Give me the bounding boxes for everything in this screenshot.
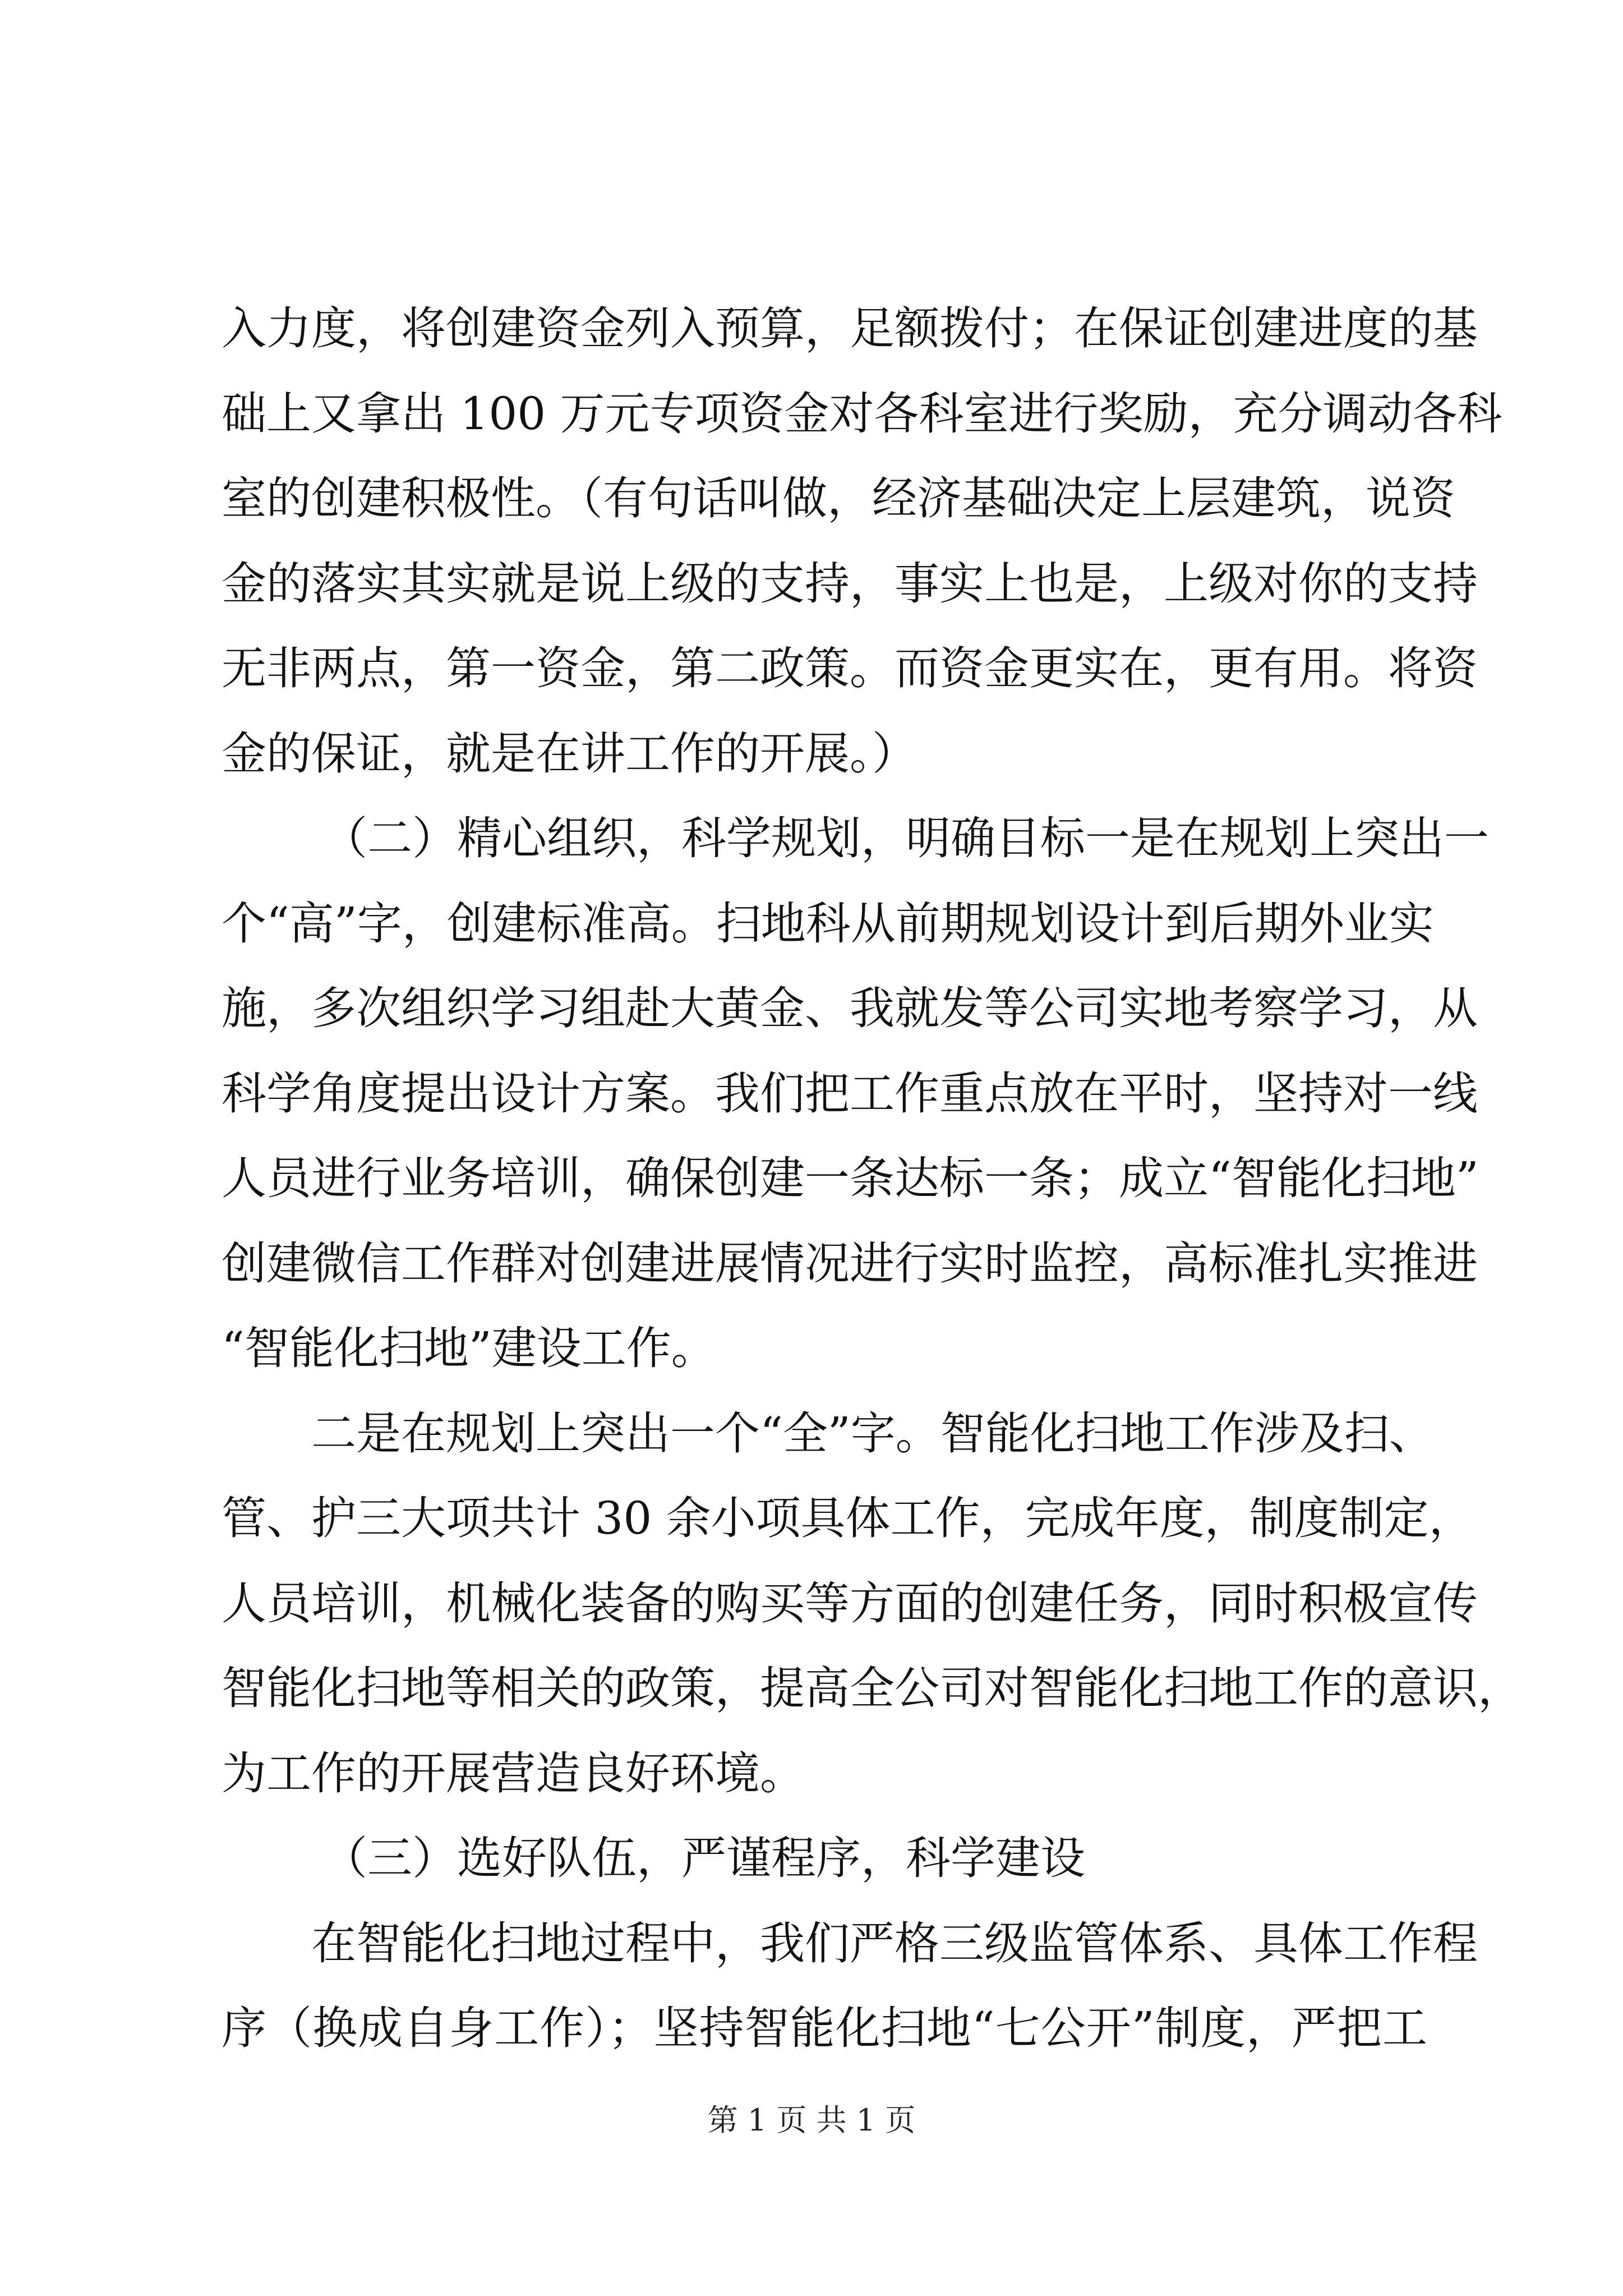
text-line: 序（换成自身工作）；坚持智能化扫地“七公开”制度，严把工	[222, 2002, 1427, 2054]
text-line: 管、护三大项共计 30 余小项具体工作，完成年度，制度制定，	[222, 1492, 1474, 1544]
text-line: 金的落实其实就是说上级的支持，事实上也是，上级对你的支持	[222, 557, 1478, 610]
text-line: 个“高”字，创建标准高。扫地科从前期规划设计到后期外业实	[222, 897, 1434, 950]
section-heading: （二）精心组织，科学规划，明确目标一是在规划上突出一	[322, 812, 1489, 864]
text-line: 施，多次组织学习组赴大黄金、我就发等公司实地考察学习，从	[222, 982, 1478, 1034]
text-line: 在智能化扫地过程中，我们严格三级监管体系、具体工作程	[311, 1917, 1478, 1970]
text-line: 无非两点，第一资金，第二政策。而资金更实在，更有用。将资	[222, 642, 1478, 694]
document-body	[222, 286, 1523, 2071]
text-line: 科学角度提出设计方案。我们把工作重点放在平时，坚持对一线	[222, 1067, 1478, 1120]
text-line: 金的保证，就是在讲工作的开展。）	[222, 727, 917, 780]
text-line: 室的创建积极性。（有句话叫做，经济基础决定上层建筑，说资	[222, 472, 1455, 524]
text-line: 为工作的开展营造良好环境。	[222, 1747, 805, 1800]
text-line: 智能化扫地等相关的政策，提高全公司对智能化扫地工作的意识，	[222, 1662, 1523, 1714]
section-heading: （三）选好队伍，严谨程序，科学建设	[322, 1832, 1085, 1884]
text-line: “智能化扫地”建设工作。	[222, 1322, 716, 1374]
text-line: 础上又拿出 100 万元专项资金对各科室进行奖励，充分调动各科	[222, 387, 1502, 440]
text-line: 二是在规划上突出一个“全”字。智能化扫地工作涉及扫、	[311, 1407, 1434, 1460]
page-footer: 第 1 页 共 1 页	[707, 2102, 916, 2138]
text-line: 入力度，将创建资金列入预算，足额拨付；在保证创建进度的基	[222, 302, 1478, 355]
text-line: 人员培训，机械化装备的购买等方面的创建任务，同时积极宣传	[222, 1577, 1478, 1630]
text-line: 创建微信工作群对创建进展情况进行实时监控，高标准扎实推进	[222, 1237, 1478, 1290]
text-line: 人员进行业务培训，确保创建一条达标一条；成立“智能化扫地”	[222, 1152, 1479, 1204]
